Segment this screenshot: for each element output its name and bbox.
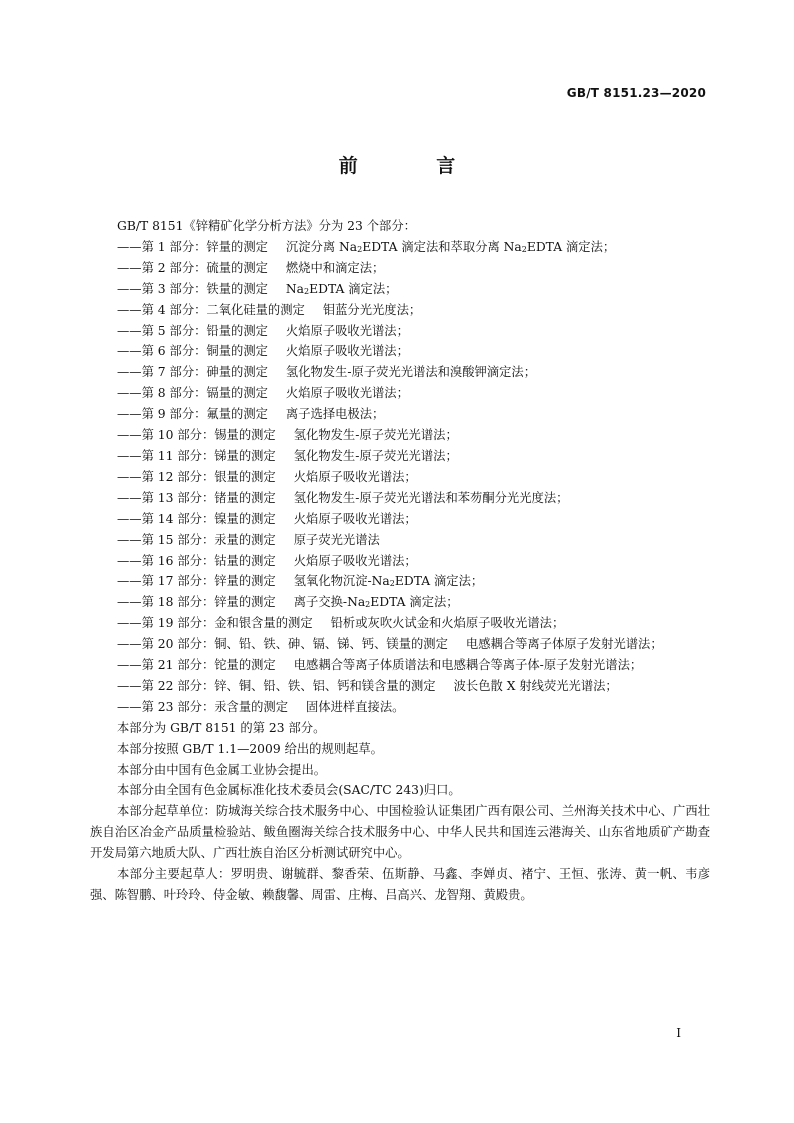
part-item <box>90 321 710 342</box>
part-label: ——第 7 部分：砷量的测定 <box>117 365 268 380</box>
part-label: ——第 3 部分：铁量的测定 <box>117 281 268 296</box>
part-method: 铅析或灰吹火试金和火焰原子吸收光谱法； <box>330 616 565 631</box>
page-title: 前 言 <box>338 155 492 177</box>
statement-paragraph: 本部分由中国有色金属工业协会提出。 <box>117 762 327 777</box>
part-method: 火焰原子吸收光谱法； <box>285 344 409 359</box>
parts-list <box>90 237 710 718</box>
part-label: ——第 17 部分：锌量的测定 <box>117 574 276 589</box>
statement-paragraph: 本部分主要起草人：罗明贵、谢毓群、黎香荣、伍斯静、马鑫、李婵贞、褚宁、王恒、张涛、黄一帆、韦彦强、陈智鹏、叶玲玲、侍金敏、赖馥馨、周雷、庄梅、吕高兴、龙智翔、黄殿贵。 <box>90 867 710 902</box>
part-item <box>90 383 710 404</box>
part-label: ——第 11 部分：锑量的测定 <box>117 448 276 463</box>
part-item <box>90 258 710 279</box>
part-label: ——第 23 部分：汞含量的测定 <box>117 699 289 714</box>
part-method: 氢化物发生-原子荧光光谱法和溴酸钾滴定法； <box>285 365 537 380</box>
intro-line: GB/T 8151《锌精矿化学分析方法》分为 23 个部分： <box>117 219 416 233</box>
part-item <box>90 613 710 634</box>
part-method: 电感耦合等离子体质谱法和电感耦合等离子体-原子发射光谱法； <box>293 658 643 673</box>
part-item <box>90 425 710 446</box>
part-method: 离子选择电极法； <box>285 407 385 422</box>
part-label: ——第 19 部分：金和银含量的测定 <box>117 616 313 631</box>
part-label: ——第 9 部分：氟量的测定 <box>117 407 268 422</box>
part-item <box>90 341 710 362</box>
part-item <box>90 237 710 258</box>
part-method: $Na_2EDTA$ 滴定法； <box>285 281 398 296</box>
part-item <box>90 592 710 613</box>
part-item <box>90 676 710 697</box>
standard-code: GB/T 8151.23—2020 <box>566 86 706 100</box>
part-item <box>90 530 710 551</box>
part-label: ——第 18 部分：锌量的测定 <box>117 595 276 610</box>
statement-paragraph: 本部分为 GB/T 8151 的第 23 部分。 <box>117 720 326 735</box>
part-label: ——第 2 部分：硫量的测定 <box>117 260 268 275</box>
part-method: 波长色散 X 射线荧光光谱法； <box>453 678 618 693</box>
foreword-body <box>90 216 710 906</box>
part-method: 火焰原子吸收光谱法； <box>293 469 417 484</box>
part-item <box>90 509 710 530</box>
part-label: ——第 5 部分：铅量的测定 <box>117 323 268 338</box>
part-item <box>90 467 710 488</box>
part-method: 氢氧化物沉淀$-Na_2EDTA$ 滴定法； <box>293 574 484 589</box>
part-label: ——第 16 部分：钴量的测定 <box>117 553 276 568</box>
part-item <box>90 279 710 300</box>
part-label: ——第 13 部分：锗量的测定 <box>117 490 276 505</box>
part-method: 火焰原子吸收光谱法； <box>285 323 409 338</box>
part-label: ——第 6 部分：铜量的测定 <box>117 344 268 359</box>
part-method: 氢化物发生-原子荧光光谱法； <box>293 448 458 463</box>
part-label: ——第 14 部分：镍量的测定 <box>117 511 276 526</box>
part-label: ——第 12 部分：银量的测定 <box>117 469 276 484</box>
part-item <box>90 446 710 467</box>
part-method: 钼蓝分光光度法； <box>322 302 422 317</box>
part-label: ——第 15 部分：汞量的测定 <box>117 532 276 547</box>
part-method: 氢化物发生-原子荧光光谱法； <box>293 428 458 443</box>
part-label: ——第 10 部分：锡量的测定 <box>117 428 276 443</box>
part-label: ——第 21 部分：铊量的测定 <box>117 658 276 673</box>
part-method: 原子荧光光谱法 <box>293 532 380 547</box>
part-item <box>90 655 710 676</box>
part-item <box>90 551 710 572</box>
part-label: ——第 4 部分：二氧化硅量的测定 <box>117 302 305 317</box>
part-method: 离子交换$-Na_2EDTA$ 滴定法； <box>293 595 459 610</box>
part-item <box>90 697 710 718</box>
page-number: I <box>676 1026 681 1040</box>
statements <box>90 718 710 906</box>
part-item <box>90 488 710 509</box>
part-item <box>90 634 710 655</box>
part-label: ——第 8 部分：镉量的测定 <box>117 386 268 401</box>
part-label: ——第 22 部分：锌、铜、铅、铁、铝、钙和镁含量的测定 <box>117 678 436 693</box>
part-method: 电感耦合等离子体原子发射光谱法； <box>465 637 663 652</box>
part-item <box>90 300 710 321</box>
part-item <box>90 404 710 425</box>
part-item <box>90 571 710 592</box>
part-method: 火焰原子吸收光谱法； <box>285 386 409 401</box>
statement-paragraph: 本部分由全国有色金属标准化技术委员会(SAC/TC 243)归口。 <box>117 783 461 798</box>
part-method: 燃烧中和滴定法； <box>285 260 385 275</box>
statement-paragraph: 本部分按照 GB/T 1.1—2009 给出的规则起草。 <box>117 741 383 756</box>
part-method: 沉淀分离 $Na_2EDTA$ 滴定法和萃取分离 $Na_2EDTA$ 滴定法； <box>285 239 616 254</box>
statement-paragraph: 本部分起草单位：防城海关综合技术服务中心、中国检验认证集团广西有限公司、兰州海关技术中心、广西壮族自治区冶金产品质量检验站、鲅鱼圈海关综合技术服务中心、中华人民共和国连云港海关、山东省地质矿产勘查开发局第六地质大队、广西壮族自治区分析测试研究中心。 <box>90 804 710 861</box>
part-method: 火焰原子吸收光谱法； <box>293 511 417 526</box>
part-method: 氢化物发生-原子荧光光谱法和苯芴酮分光光度法； <box>293 490 569 505</box>
part-method: 固体进样直接法。 <box>306 699 405 714</box>
part-label: ——第 1 部分：锌量的测定 <box>117 239 268 254</box>
part-label: ——第 20 部分：铜、铅、铁、砷、镉、锑、钙、镁量的测定 <box>117 637 448 652</box>
part-method: 火焰原子吸收光谱法； <box>293 553 417 568</box>
part-item <box>90 362 710 383</box>
